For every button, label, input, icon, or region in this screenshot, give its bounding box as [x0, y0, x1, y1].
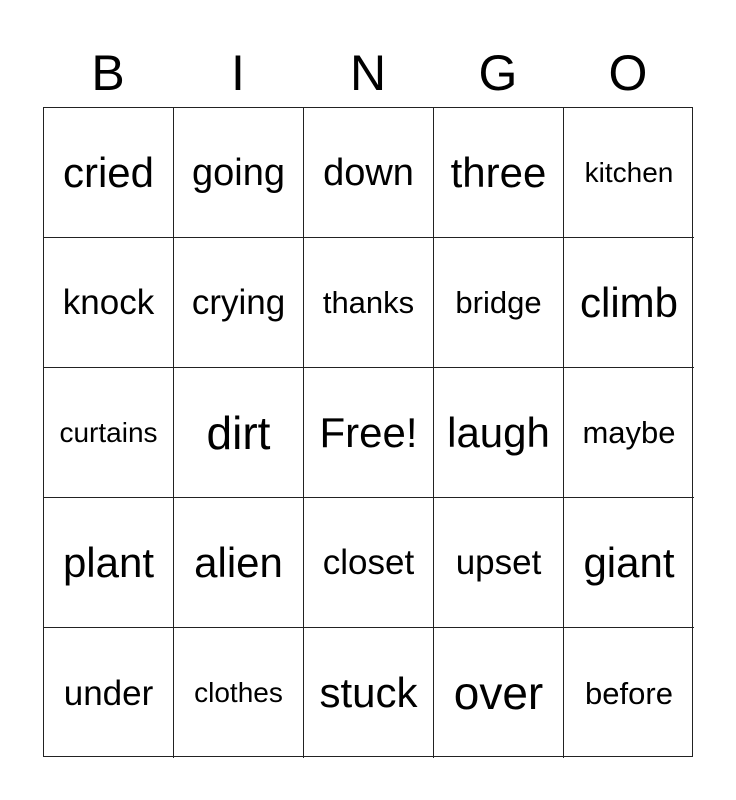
bingo-header	[43, 40, 693, 106]
bingo-cell[interactable]: maybe	[564, 368, 694, 498]
header-letter-o: O	[608, 45, 648, 101]
bingo-cell[interactable]: bridge	[434, 238, 564, 368]
bingo-cell[interactable]: curtains	[44, 368, 174, 498]
header-letter-n: N	[349, 45, 387, 101]
bingo-cell[interactable]: knock	[44, 238, 174, 368]
bingo-board	[43, 107, 693, 757]
bingo-cell[interactable]: plant	[44, 498, 174, 628]
bingo-cell[interactable]: dirt	[174, 368, 304, 498]
bingo-cell[interactable]: kitchen	[564, 108, 694, 238]
header-letter-i: I	[231, 45, 245, 101]
bingo-cell[interactable]: clothes	[174, 628, 304, 758]
bingo-cell[interactable]: laugh	[434, 368, 564, 498]
bingo-cell[interactable]: under	[44, 628, 174, 758]
bingo-cell[interactable]: going	[174, 108, 304, 238]
bingo-cell[interactable]: upset	[434, 498, 564, 628]
bingo-cell[interactable]: climb	[564, 238, 694, 368]
bingo-cell[interactable]: giant	[564, 498, 694, 628]
bingo-cell[interactable]: thanks	[304, 238, 434, 368]
bingo-cell[interactable]: down	[304, 108, 434, 238]
bingo-cell[interactable]: over	[434, 628, 564, 758]
bingo-cell[interactable]: crying	[174, 238, 304, 368]
bingo-cell[interactable]: before	[585, 675, 673, 711]
bingo-cell[interactable]: stuck	[304, 628, 434, 758]
free-space[interactable]: Free!	[304, 368, 434, 498]
bingo-cell[interactable]: three	[434, 108, 564, 238]
header-letter-g: G	[478, 45, 518, 101]
bingo-cell[interactable]: cried	[44, 108, 174, 238]
bingo-cell[interactable]: alien	[174, 498, 304, 628]
bingo-cell[interactable]: closet	[304, 498, 434, 628]
header-letter-b: B	[91, 45, 125, 101]
